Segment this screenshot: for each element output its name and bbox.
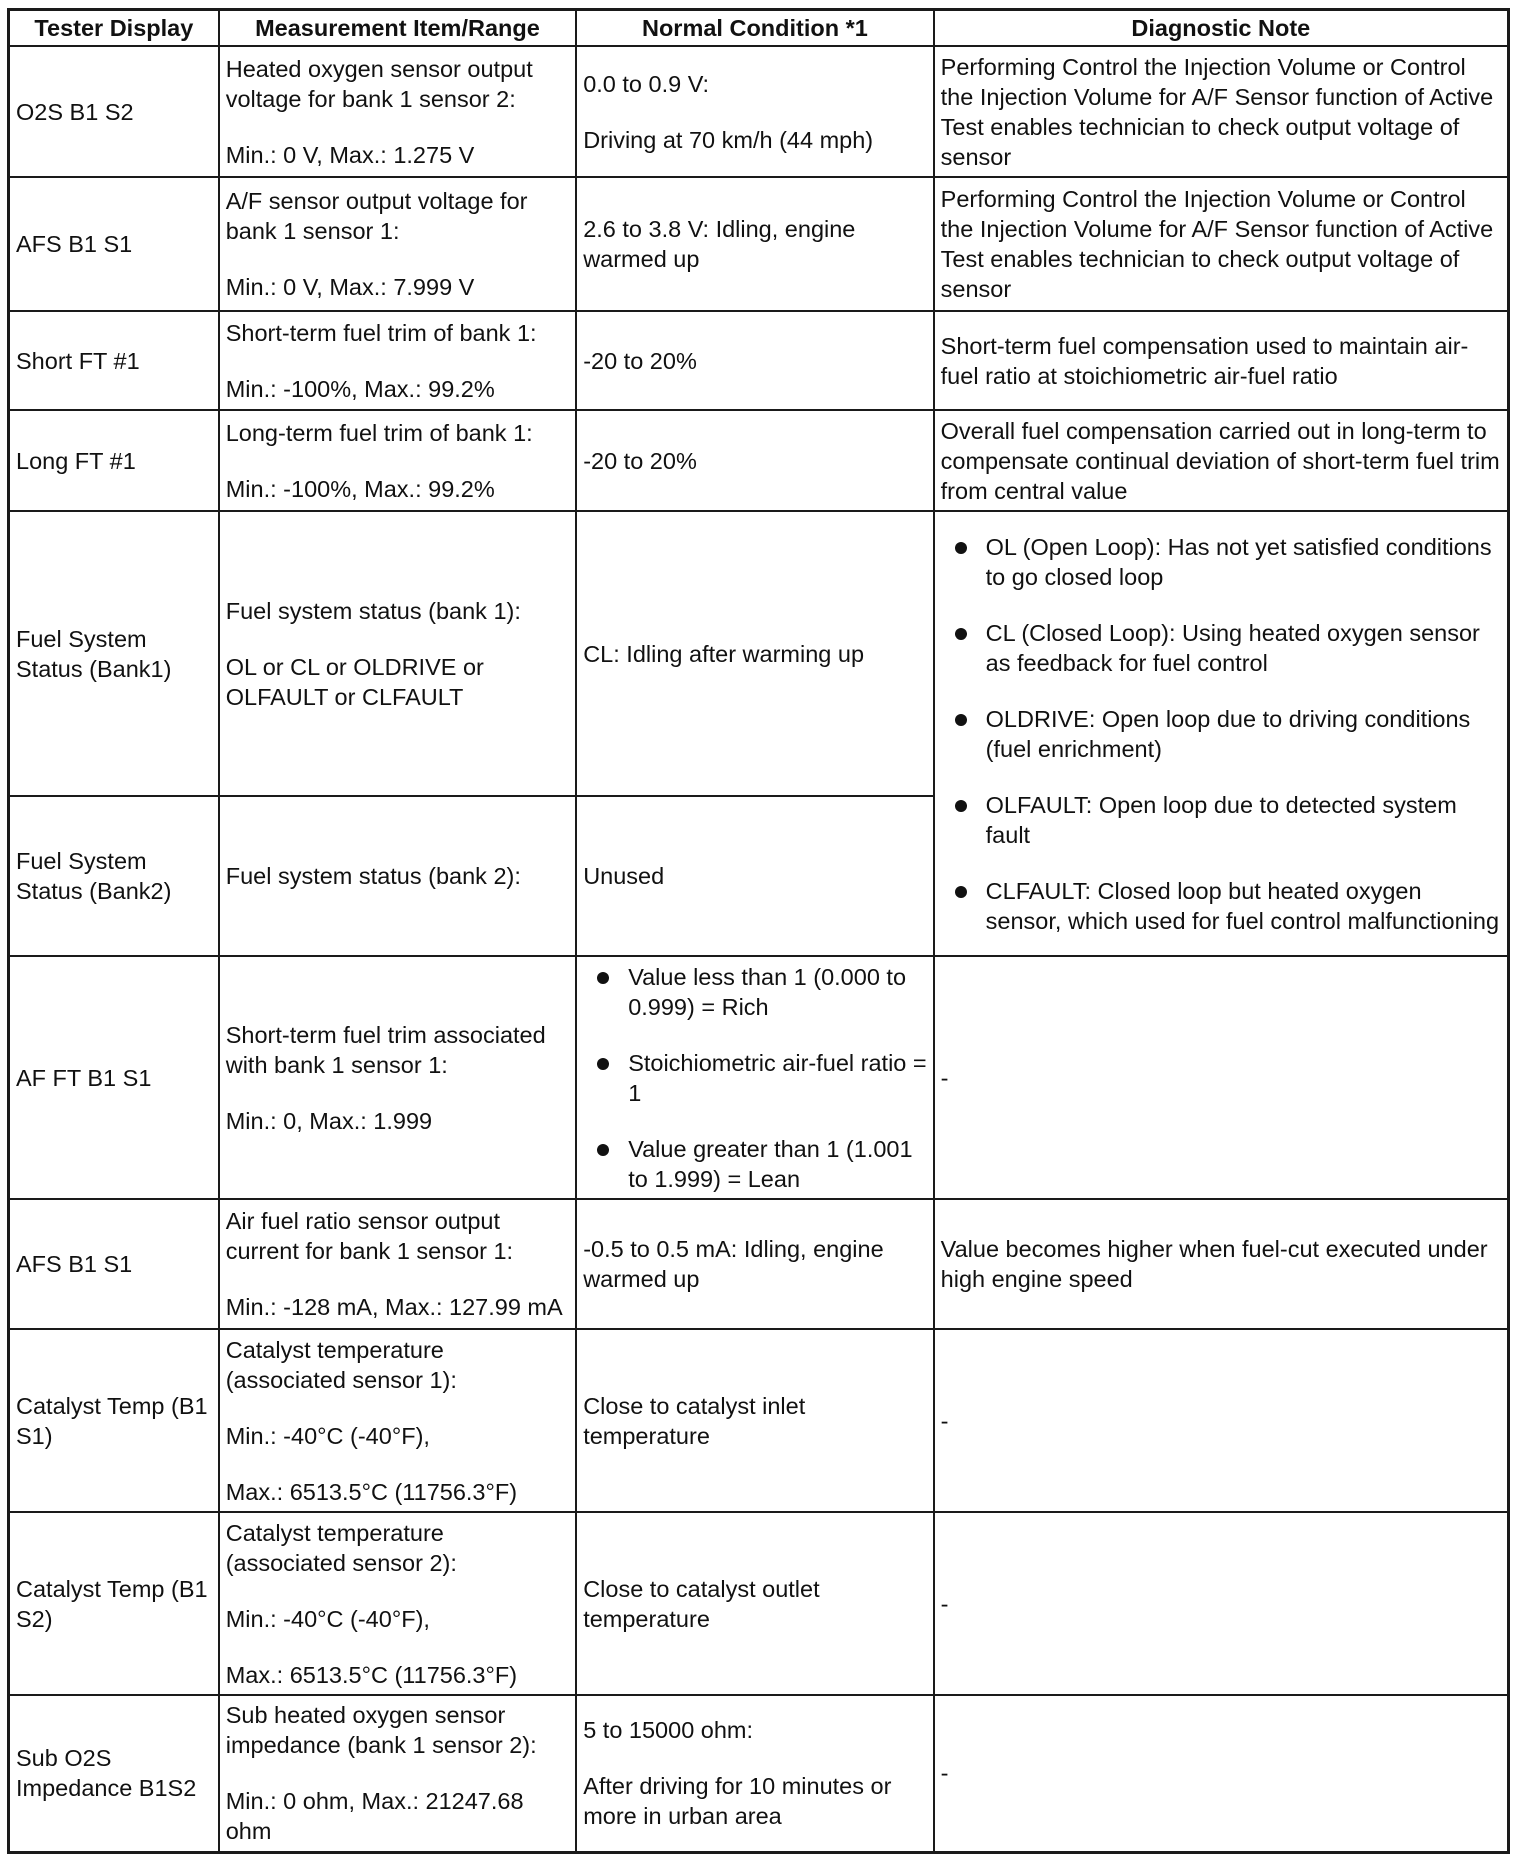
measurement-cell: Fuel system status (bank 2): [219, 796, 576, 956]
diagnostic-note-cell: Performing Control the Injection Volume or Control the Injection Volume for A/F Sensor function of Active Test enables technician to check output voltage of sensor [934, 177, 1509, 311]
tester-display-cell: AFS B1 S1 [9, 1199, 219, 1329]
header-normal-condition: Normal Condition *1 [576, 10, 933, 47]
table-row [9, 1695, 1509, 1852]
normal-condition-cell: CL: Idling after warming up [576, 511, 933, 796]
measurement-cell [219, 511, 576, 796]
table-row [9, 410, 1509, 511]
diagnostic-note-cell: - [934, 1329, 1509, 1512]
bullet-icon [955, 800, 967, 812]
tester-display-cell: Sub O2S Impedance B1S2 [9, 1695, 219, 1852]
normal-text: 5 to 15000 ohm: [583, 1717, 754, 1744]
measurement-range: OL or CL or OLDRIVE or OLFAULT or CLFAULT [225, 653, 484, 710]
tester-display-cell: Fuel System Status (Bank2) [9, 796, 219, 956]
measurement-range: Min.: 0 ohm, Max.: 21247.68 ohm [225, 1788, 524, 1845]
normal-text: Driving at 70 km/h (44 mph) [583, 126, 874, 153]
list-item-text: CLFAULT: Closed loop but heated oxygen sensor, which used for fuel control malfunctioning [985, 877, 1500, 934]
table-row [9, 511, 1509, 796]
list-item [941, 876, 1501, 936]
diagnostic-note-cell: Value becomes higher when fuel-cut executed under high engine speed [934, 1199, 1509, 1329]
tester-display-cell: Short FT #1 [9, 311, 219, 410]
diagnostic-note-cell: Overall fuel compensation carried out in long-term to compensate continual deviation of short-term fuel trim from central value [934, 410, 1509, 511]
measurement-text: Catalyst temperature (associated sensor 2): [225, 1519, 457, 1576]
tester-display-cell: Long FT #1 [9, 410, 219, 511]
measurement-range: Min.: -100%, Max.: 99.2% [225, 375, 495, 402]
normal-condition-cell: Unused [576, 796, 933, 956]
normal-condition-cell: -20 to 20% [576, 311, 933, 410]
measurement-range: Max.: 6513.5°C (11756.3°F) [225, 1661, 518, 1688]
header-diagnostic-note: Diagnostic Note [934, 10, 1509, 47]
table-row [9, 1329, 1509, 1512]
list-item-text: OLDRIVE: Open loop due to driving conditions (fuel enrichment) [985, 705, 1471, 762]
bullet-icon [597, 1144, 609, 1156]
measurement-text: Long-term fuel trim of bank 1: [225, 419, 533, 446]
measurement-text: Air fuel ratio sensor output current for bank 1 sensor 1: [225, 1208, 514, 1264]
table-row [9, 1199, 1509, 1329]
table-row [9, 1512, 1509, 1695]
tester-display-cell: Fuel System Status (Bank1) [9, 511, 219, 796]
measurement-range: Min.: 0, Max.: 1.999 [225, 1107, 433, 1134]
list-item-text: OL (Open Loop): Has not yet satisfied conditions to go closed loop [985, 533, 1492, 590]
measurement-range: Min.: 0 V, Max.: 7.999 V [225, 274, 475, 300]
measurement-cell [219, 46, 576, 177]
diagnostic-note-cell: - [934, 1695, 1509, 1852]
measurement-range: Min.: 0 V, Max.: 1.275 V [225, 141, 475, 168]
list-item [583, 962, 926, 1022]
measurement-range: Min.: -100%, Max.: 99.2% [225, 475, 495, 502]
measurement-cell [219, 410, 576, 511]
table-row [9, 46, 1509, 177]
header-tester-display: Tester Display [9, 10, 219, 47]
list-item [941, 790, 1501, 850]
normal-condition-cell: 2.6 to 3.8 V: Idling, engine warmed up [576, 177, 933, 311]
measurement-text: Short-term fuel trim of bank 1: [225, 319, 537, 346]
bullet-icon [955, 714, 967, 726]
list-item-text: Stoichiometric air-fuel ratio = 1 [628, 1049, 927, 1106]
measurement-range: Min.: -40°C (-40°F), [225, 1605, 430, 1632]
measurement-text: Heated oxygen sensor output voltage for bank 1 sensor 2: [225, 55, 533, 112]
header-measurement: Measurement Item/Range [219, 10, 576, 47]
bullet-icon [955, 886, 967, 898]
measurement-cell [219, 311, 576, 410]
measurement-cell [219, 1695, 576, 1852]
measurement-range: Min.: -128 mA, Max.: 127.99 mA [225, 1294, 563, 1320]
tester-display-cell: Catalyst Temp (B1 S1) [9, 1329, 219, 1512]
measurement-text: Sub heated oxygen sensor impedance (bank 1 sensor 2): [225, 1702, 537, 1759]
list-item-text: CL (Closed Loop): Using heated oxygen sensor as feedback for fuel control [985, 619, 1480, 676]
list-item [941, 532, 1501, 592]
normal-condition-cell: -20 to 20% [576, 410, 933, 511]
tester-display-cell: Catalyst Temp (B1 S2) [9, 1512, 219, 1695]
list-item [583, 1134, 926, 1194]
normal-text: 0.0 to 0.9 V: [583, 70, 710, 97]
fuel-status-list [941, 532, 1501, 936]
normal-condition-cell: Close to catalyst inlet temperature [576, 1329, 933, 1512]
diagnostic-note-cell [934, 511, 1509, 956]
ratio-list [583, 962, 926, 1194]
measurement-cell [219, 1199, 576, 1329]
measurement-range: Max.: 6513.5°C (11756.3°F) [225, 1478, 518, 1505]
diagnostic-note-cell: Short-term fuel compensation used to maintain air-fuel ratio at stoichiometric air-fuel ratio [934, 311, 1509, 410]
bullet-icon [597, 1058, 609, 1070]
diagnostic-note-cell: Performing Control the Injection Volume or Control the Injection Volume for A/F Sensor function of Active Test enables technician to check output voltage of sensor [934, 46, 1509, 177]
measurement-cell [219, 1329, 576, 1512]
list-item [583, 1048, 926, 1108]
normal-condition-cell [576, 956, 933, 1199]
list-item-text: Value less than 1 (0.000 to 0.999) = Rich [628, 963, 907, 1020]
bullet-icon [955, 628, 967, 640]
list-item [941, 618, 1501, 678]
measurement-cell [219, 177, 576, 311]
normal-text: After driving for 10 minutes or more in urban area [583, 1773, 892, 1830]
measurement-range: Min.: -40°C (-40°F), [225, 1422, 430, 1449]
tester-display-cell: AF FT B1 S1 [9, 956, 219, 1199]
normal-condition-cell [576, 1695, 933, 1852]
list-item [941, 704, 1501, 764]
diagnostic-note-cell: - [934, 1512, 1509, 1695]
header-row [9, 10, 1509, 47]
normal-condition-cell [576, 46, 933, 177]
tester-display-cell: O2S B1 S2 [9, 46, 219, 177]
list-item-text: Value greater than 1 (1.001 to 1.999) = Lean [628, 1135, 913, 1192]
bullet-icon [955, 542, 967, 554]
data-list-table [7, 8, 1510, 1854]
tester-display-cell: AFS B1 S1 [9, 177, 219, 311]
measurement-text: A/F sensor output voltage for bank 1 sensor 1: [225, 188, 528, 244]
measurement-cell [219, 956, 576, 1199]
table-row [9, 956, 1509, 1199]
table-row [9, 177, 1509, 311]
measurement-text: Catalyst temperature (associated sensor 1): [225, 1336, 457, 1393]
normal-condition-cell: Close to catalyst outlet temperature [576, 1512, 933, 1695]
normal-condition-cell: -0.5 to 0.5 mA: Idling, engine warmed up [576, 1199, 933, 1329]
bullet-icon [597, 972, 609, 984]
measurement-text: Fuel system status (bank 1): [225, 597, 521, 624]
list-item-text: OLFAULT: Open loop due to detected system fault [985, 791, 1457, 848]
diagnostic-note-cell: - [934, 956, 1509, 1199]
measurement-cell [219, 1512, 576, 1695]
table-row [9, 311, 1509, 410]
measurement-text: Short-term fuel trim associated with bank 1 sensor 1: [225, 1021, 546, 1078]
